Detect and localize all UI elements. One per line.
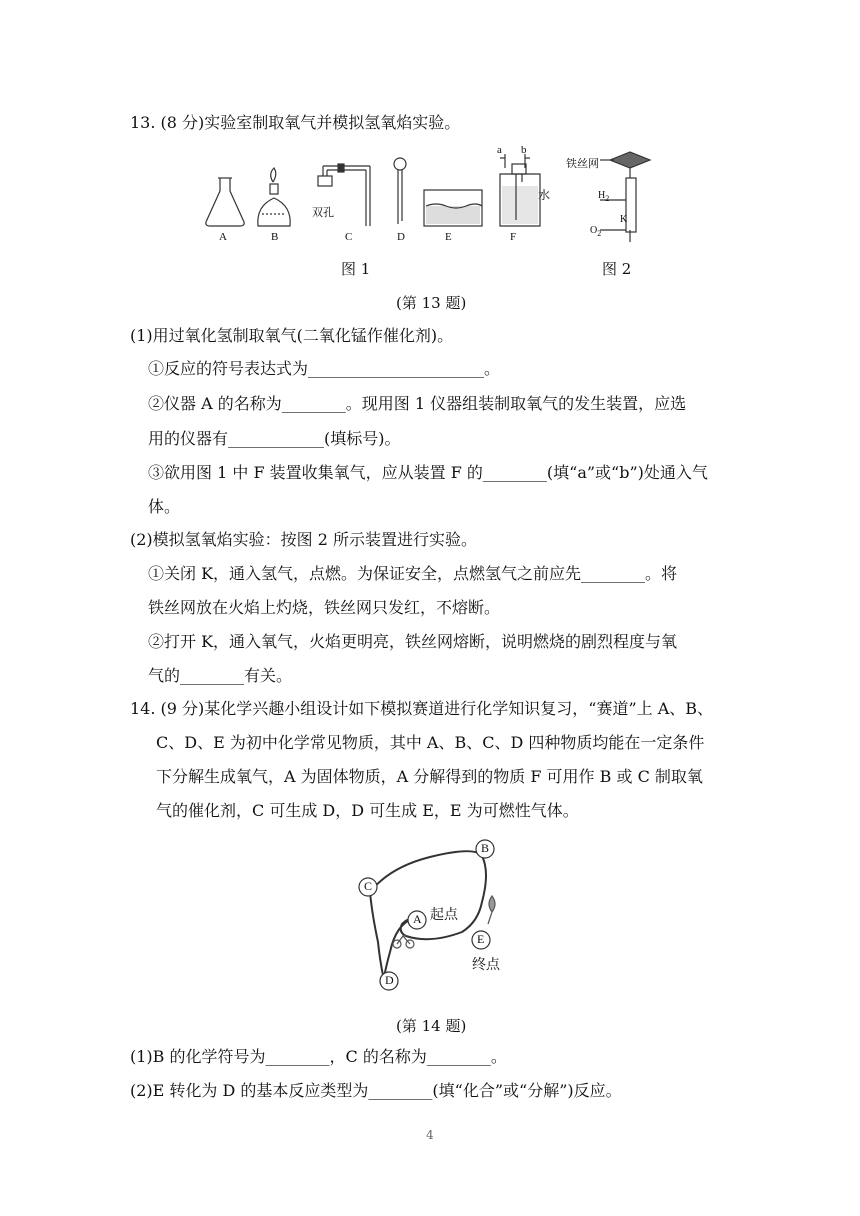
race-track (370, 851, 486, 980)
f-port-a-label: a (497, 144, 502, 156)
fig2-caption: 图 2 (602, 260, 632, 278)
fig2-o2-label: $O_2$ (590, 225, 602, 238)
q13-part2-2a: ②打开 K，通入氧气，火焰更明亮，铁丝网熔断，说明燃烧的剧烈程度与氧 (148, 632, 678, 651)
node-c-label: C (364, 879, 373, 893)
node-e-label: E (477, 932, 485, 946)
node-d-label: D (385, 973, 394, 987)
f-water-label: 水 (538, 188, 551, 202)
q14-part1: (1)B 的化学符号为________，C 的名称为________。 (130, 1047, 507, 1066)
fig1-caption: 图 1 (341, 260, 371, 278)
q13-figure-caption: (第 13 题) (396, 294, 467, 312)
node-b-label: B (481, 841, 490, 855)
q13-part1-3b: 体。 (148, 497, 181, 516)
q13-part1: (1)用过氧化氢制取氧气(二氧化锰作催化剂)。 (130, 326, 454, 345)
apparatus-label-d: D (397, 231, 405, 243)
q14-line3: 下分解生成氧气，A 为固体物质，A 分解得到的物质 F 可用作 B 或 C 制取氧 (156, 767, 703, 786)
q13-part2-1b: 铁丝网放在火焰上灼烧，铁丝网只发红，不熔断。 (148, 598, 501, 617)
apparatus-label-c: C (345, 231, 353, 243)
q14-line2: C、D、E 为初中化学常见物质，其中 A、B、C、D 四种物质均能在一定条件 (156, 733, 705, 752)
q13-part2-1a: ①关闭 K，通入氢气，点燃。为保证安全，点燃氢气之前应先________。将 (148, 564, 678, 583)
q13-part1-2a: ②仪器 A 的名称为________。现用图 1 仪器组装制取氧气的发生装置，应选 (148, 394, 687, 413)
q14-line4: 气的催化剂，C 可生成 D，D 可生成 E，E 为可燃性气体。 (156, 801, 579, 820)
q14-line1: 14. (9 分)某化学兴趣小组设计如下模拟赛道进行化学知识复习，“赛道”上 A、B、 (130, 699, 714, 718)
apparatus-label-b: B (271, 231, 279, 243)
q14-part2: (2)E 转化为 D 的基本反应类型为________(填“化合”或“分解”)反应。 (130, 1081, 622, 1100)
page-number: 4 (426, 1128, 434, 1142)
apparatus-label-f: F (510, 231, 517, 243)
apparatus-d-funnel-icon (394, 158, 406, 224)
f-port-b-label: b (521, 144, 527, 156)
fig2-h2-label: $H_2$ (598, 190, 610, 203)
end-label: 终点 (472, 958, 500, 973)
apparatus-e-trough-icon (424, 190, 482, 226)
apparatus-label-a: A (219, 231, 227, 243)
q13-part1-2b: 用的仪器有____________(填标号)。 (148, 429, 401, 448)
start-label: 起点 (430, 908, 458, 923)
apparatus-f-bottle-icon (500, 154, 540, 226)
q13-title: 13. (8 分)实验室制取氧气并模拟氢氧焰实验。 (130, 113, 461, 132)
apparatus-label-e: E (445, 231, 452, 243)
fig2-wire-mesh-label: 铁丝网 (566, 158, 599, 170)
q14-figure-caption: (第 14 题) (396, 1017, 467, 1035)
apparatus-c-double-hole-label: 双孔 (312, 207, 334, 219)
node-a-label: A (413, 912, 422, 926)
apparatus-b-lamp-icon (258, 168, 290, 226)
q13-part1-1: ①反应的符号表达式为______________________。 (148, 359, 501, 378)
q13-part2-2b: 气的________有关。 (148, 666, 293, 685)
fig2-k-label: K (620, 214, 628, 225)
apparatus-a-flask-icon (206, 178, 244, 226)
q13-part2: (2)模拟氢氧焰实验：按图 2 所示装置进行实验。 (130, 530, 478, 549)
q13-part1-3a: ③欲用图 1 中 F 装置收集氧气，应从装置 F 的________(填“a”或“b”)处通入气 (148, 463, 708, 482)
torch-icon (488, 896, 495, 924)
